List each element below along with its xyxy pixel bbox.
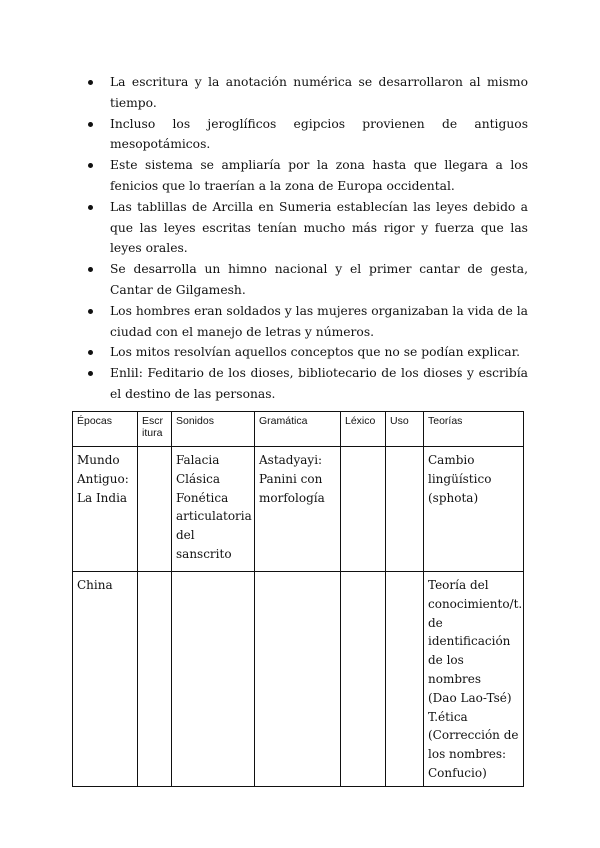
table-cell [386,447,424,572]
list-item-text: Los mitos resolvían aquellos conceptos que no se podían explicar. [110,345,521,360]
table-cell [172,572,255,787]
table-cell: Falacia Clásica Fonética articulatoria del sanscrito [172,447,255,572]
header-epocas: Épocas [73,412,138,447]
bullet-icon [88,205,93,210]
bullet-icon [88,163,93,168]
header-teorias: Teorías [424,412,524,447]
list-item-text: La escritura y la anotación numérica se desarrollaron al mismo tiempo. [110,75,528,110]
bullet-icon [88,267,93,272]
list-item [88,301,528,343]
table-cell [341,572,386,787]
bullet-list [88,72,528,405]
table-cell: Cambio lingüístico (sphota) [424,447,524,572]
list-item [88,342,528,363]
list-item [88,197,528,259]
linguistics-table [72,411,524,787]
bullet-icon [88,350,93,355]
list-item-text: Los hombres eran soldados y las mujeres organizaban la vida de la ciudad con el manejo de letras y números. [110,303,528,339]
table-row [73,572,524,787]
table-row [73,447,524,572]
table-cell [255,572,341,787]
list-item-text: Incluso los jeroglíficos egipcios provienen de antiguos mesopotámicos. [110,116,528,152]
header-escritura: Escr itura [138,412,172,447]
table-cell [138,572,172,787]
list-item [88,259,528,301]
header-sonidos: Sonidos [172,412,255,447]
list-item-text: Enlil: Feditario de los dioses, bibliotecario de los dioses y escribía el destino de las personas. [110,366,528,401]
table-header-row [73,412,524,447]
header-uso: Uso [386,412,424,447]
list-item [88,155,528,197]
table-cell: Mundo Antiguo: La India [73,447,138,572]
bullet-icon [88,309,93,314]
table-cell [341,447,386,572]
header-gramatica: Gramática [255,412,341,447]
table-cell: Teoría del conocimiento/t. de identificación de los nombres (Dao Lao-Tsé) T.ética (Corrección de los nombres: Confucio) [424,572,524,787]
list-item-text: Se desarrolla un himno nacional y el primer cantar de gesta, Cantar de Gilgamesh. [110,262,528,297]
list-item-text: Este sistema se ampliaría por la zona hasta que llegara a los fenicios que lo traerían a la zona de Europa occidental. [110,158,528,193]
table-cell [138,447,172,572]
header-lexico: Léxico [341,412,386,447]
table-cell: China [73,572,138,787]
table-cell: Astadyayi: Panini con morfología [255,447,341,572]
table-cell [386,572,424,787]
list-item [88,72,528,114]
bullet-icon [88,371,93,376]
list-item [88,363,528,405]
list-item [88,114,528,156]
list-item-text: Las tablillas de Arcilla en Sumeria establecían las leyes debido a que las leyes escritas tenían mucho más rigor y fuerza que las leyes orales. [110,199,528,256]
bullet-icon [88,80,93,85]
bullet-icon [88,122,93,127]
